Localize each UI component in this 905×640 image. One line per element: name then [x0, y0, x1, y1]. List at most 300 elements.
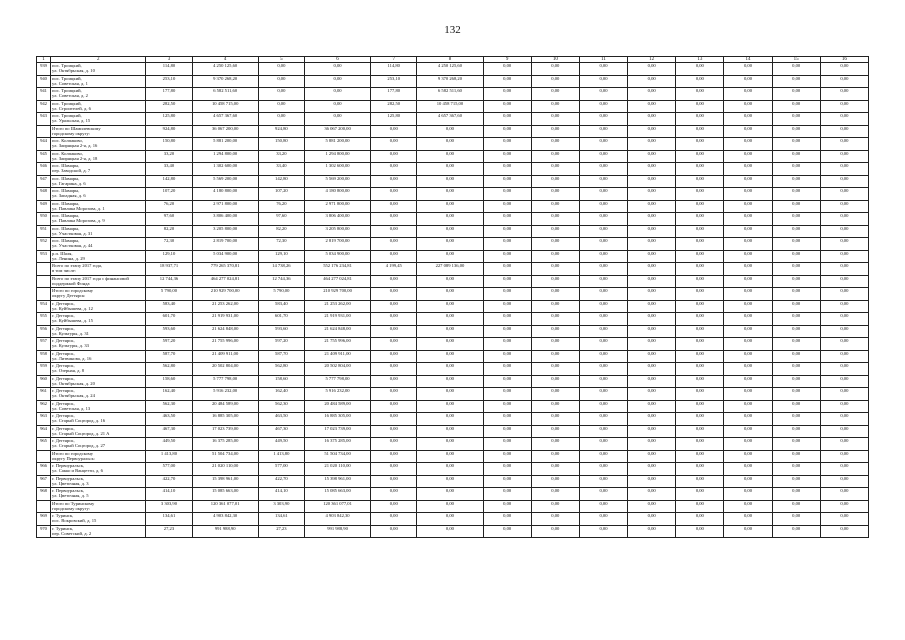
value-cell: 0,00 [676, 263, 724, 276]
value-cell: 0,00 [579, 138, 627, 151]
value-cell: 0,00 [772, 238, 820, 251]
value-cell: 0,00 [371, 300, 417, 313]
value-cell: 1 413,80 [146, 450, 192, 463]
value-cell: 4 903 842,30 [304, 513, 370, 526]
value-cell: 20 484 589,00 [192, 400, 258, 413]
subtotal-row [37, 263, 869, 276]
value-cell: 0,00 [676, 400, 724, 413]
value-cell: 0,00 [531, 150, 579, 163]
value-cell: 0,00 [676, 175, 724, 188]
value-cell: 0,00 [531, 325, 579, 338]
value-cell: 0,00 [371, 138, 417, 151]
value-cell: 21 253 262,00 [304, 300, 370, 313]
value-cell: 0,00 [579, 288, 627, 301]
value-cell: 0,00 [304, 63, 370, 76]
value-cell: 0,00 [483, 400, 531, 413]
value-cell: 0,00 [820, 313, 868, 326]
value-cell: 0,00 [258, 88, 304, 101]
value-cell: 0,00 [483, 113, 531, 126]
value-cell: 0,00 [676, 350, 724, 363]
value-cell: 1 294 800,00 [304, 150, 370, 163]
column-header: 13 [676, 57, 724, 63]
table-row [37, 63, 869, 76]
value-cell: 21 624 848,00 [304, 325, 370, 338]
value-cell: 991 988,90 [192, 525, 258, 538]
value-cell: 142,80 [258, 175, 304, 188]
value-cell: 0,00 [820, 288, 868, 301]
value-cell: 0,00 [820, 513, 868, 526]
table-row [37, 513, 869, 526]
value-cell: 0,00 [724, 363, 772, 376]
value-cell: 0,00 [417, 313, 483, 326]
value-cell: 0,00 [772, 525, 820, 538]
value-cell: 0,00 [483, 413, 531, 426]
value-cell: 0,00 [417, 213, 483, 226]
row-number-cell: 954 [37, 300, 51, 313]
address-cell: г. Дегтярск, ул. Старый Соцгород, д. 27 [51, 438, 146, 451]
value-cell: 0,00 [483, 463, 531, 476]
value-cell: 3 806 400,00 [192, 213, 258, 226]
value-cell: 0,00 [628, 113, 676, 126]
value-cell: 0,00 [628, 363, 676, 376]
value-cell: 0,00 [820, 375, 868, 388]
row-number-cell: 943 [37, 113, 51, 126]
value-cell: 0,00 [483, 163, 531, 176]
value-cell: 0,00 [417, 513, 483, 526]
value-cell: 3 303,90 [146, 500, 192, 513]
value-cell: 4 199,45 [371, 263, 417, 276]
value-cell: 134,61 [258, 513, 304, 526]
value-cell: 3 303,90 [258, 500, 304, 513]
value-cell: 0,00 [724, 175, 772, 188]
value-cell: 0,00 [676, 238, 724, 251]
value-cell: 0,00 [579, 150, 627, 163]
value-cell: 0,00 [304, 88, 370, 101]
value-cell: 0,00 [676, 288, 724, 301]
table-row [37, 238, 869, 251]
row-number-cell: 963 [37, 413, 51, 426]
value-cell: 467,30 [258, 425, 304, 438]
value-cell: 0,00 [417, 225, 483, 238]
value-cell: 0,00 [628, 150, 676, 163]
value-cell: 1 302 600,00 [192, 163, 258, 176]
value-cell: 0,00 [579, 450, 627, 463]
value-cell: 1 302 600,00 [304, 163, 370, 176]
value-cell: 0,00 [258, 100, 304, 113]
table-row [37, 363, 869, 376]
table-row [37, 375, 869, 388]
value-cell: 0,00 [417, 275, 483, 288]
value-cell: 0,00 [531, 463, 579, 476]
column-header: 4 [192, 57, 258, 63]
table-row [37, 225, 869, 238]
row-number-cell: 951 [37, 225, 51, 238]
value-cell: 0,00 [676, 375, 724, 388]
value-cell: 0,00 [371, 350, 417, 363]
value-cell: 21 624 848,00 [192, 325, 258, 338]
value-cell: 0,00 [724, 75, 772, 88]
value-cell: 0,00 [579, 250, 627, 263]
address-cell: Итого по Туринскому городскому округу: [51, 500, 146, 513]
table-row [37, 88, 869, 101]
value-cell: 0,00 [676, 213, 724, 226]
value-cell: 0,00 [724, 350, 772, 363]
value-cell: 33,20 [146, 150, 192, 163]
value-cell: 0,00 [417, 175, 483, 188]
value-cell: 0,00 [820, 263, 868, 276]
value-cell: 162,40 [146, 388, 192, 401]
value-cell: 36 067 200,00 [304, 125, 370, 138]
value-cell: 0,00 [371, 275, 417, 288]
value-cell: 0,00 [531, 88, 579, 101]
value-cell: 0,00 [772, 400, 820, 413]
table-row [37, 138, 869, 151]
value-cell: 0,00 [724, 275, 772, 288]
value-cell: 0,00 [531, 225, 579, 238]
value-cell: 5 881 200,00 [192, 138, 258, 151]
value-cell: 0,00 [772, 488, 820, 501]
row-number-cell: 940 [37, 75, 51, 88]
value-cell: 5 569 200,00 [304, 175, 370, 188]
table-row [37, 350, 869, 363]
value-cell: 0,00 [483, 500, 531, 513]
value-cell: 0,00 [483, 175, 531, 188]
value-cell: 414,10 [258, 488, 304, 501]
value-cell: 0,00 [417, 363, 483, 376]
value-cell: 0,00 [371, 338, 417, 351]
value-cell: 0,00 [628, 400, 676, 413]
row-number-cell [37, 500, 51, 513]
column-header: 5 [258, 57, 304, 63]
value-cell: 0,00 [417, 475, 483, 488]
value-cell: 0,00 [579, 388, 627, 401]
value-cell: 0,00 [820, 350, 868, 363]
value-cell: 4 657 367,60 [192, 113, 258, 126]
value-cell: 0,00 [417, 200, 483, 213]
value-cell: 0,00 [371, 363, 417, 376]
value-cell: 0,00 [628, 175, 676, 188]
value-cell: 0,00 [820, 113, 868, 126]
address-cell: г. Дегтярск, ул. Октябрьская, д. 24 [51, 388, 146, 401]
value-cell: 0,00 [531, 300, 579, 313]
value-cell: 0,00 [258, 113, 304, 126]
value-cell: 0,00 [724, 288, 772, 301]
value-cell: 9 370 268,20 [417, 75, 483, 88]
value-cell: 0,00 [676, 513, 724, 526]
value-cell: 0,00 [772, 125, 820, 138]
value-cell: 0,00 [820, 188, 868, 201]
row-number-cell [37, 288, 51, 301]
value-cell: 0,00 [579, 513, 627, 526]
value-cell: 0,00 [371, 450, 417, 463]
value-cell: 0,00 [483, 138, 531, 151]
value-cell: 0,00 [531, 238, 579, 251]
table-row [37, 313, 869, 326]
value-cell: 0,00 [820, 413, 868, 426]
value-cell: 0,00 [531, 188, 579, 201]
value-cell: 0,00 [724, 425, 772, 438]
value-cell: 0,00 [417, 238, 483, 251]
value-cell: 577,00 [146, 463, 192, 476]
value-cell: 0,00 [483, 488, 531, 501]
value-cell: 0,00 [258, 63, 304, 76]
value-cell: 0,00 [628, 213, 676, 226]
value-cell: 0,00 [483, 300, 531, 313]
value-cell: 0,00 [531, 63, 579, 76]
column-header: 2 [51, 57, 146, 63]
value-cell: 0,00 [483, 338, 531, 351]
value-cell: 0,00 [724, 338, 772, 351]
value-cell: 0,00 [483, 475, 531, 488]
value-cell: 0,00 [820, 150, 868, 163]
value-cell: 0,00 [579, 238, 627, 251]
value-cell: 15 398 961,00 [192, 475, 258, 488]
value-cell: 0,00 [772, 100, 820, 113]
value-cell: 0,00 [724, 238, 772, 251]
address-cell: пос. Шамары, ул. Участковая, д. 44 [51, 238, 146, 251]
value-cell: 0,00 [772, 250, 820, 263]
value-cell: 0,00 [772, 463, 820, 476]
address-cell: пос. Троицкий, ул. Советская, д. 1 [51, 75, 146, 88]
value-cell: 0,00 [628, 475, 676, 488]
table-row [37, 213, 869, 226]
value-cell: 0,00 [579, 413, 627, 426]
value-cell: 0,00 [724, 188, 772, 201]
value-cell: 158,60 [258, 375, 304, 388]
value-cell: 0,00 [417, 400, 483, 413]
value-cell: 593,60 [258, 325, 304, 338]
value-cell: 0,00 [724, 125, 772, 138]
value-cell: 0,00 [772, 300, 820, 313]
value-cell: 5 034 900,00 [192, 250, 258, 263]
value-cell: 463,50 [258, 413, 304, 426]
value-cell: 0,00 [579, 463, 627, 476]
value-cell: 0,00 [483, 425, 531, 438]
value-cell: 0,00 [417, 413, 483, 426]
value-cell: 422,70 [146, 475, 192, 488]
value-cell: 0,00 [483, 250, 531, 263]
value-cell: 0,00 [417, 350, 483, 363]
value-cell: 0,00 [724, 100, 772, 113]
value-cell: 5 569 200,00 [192, 175, 258, 188]
value-cell: 3 205 800,00 [304, 225, 370, 238]
value-cell: 0,00 [483, 213, 531, 226]
value-cell: 0,00 [772, 438, 820, 451]
address-cell: Всего по этапу 2017 года, в том числе: [51, 263, 146, 276]
value-cell: 0,00 [676, 425, 724, 438]
value-cell: 0,00 [371, 288, 417, 301]
value-cell: 414,10 [146, 488, 192, 501]
value-cell: 15 085 663,00 [304, 488, 370, 501]
value-cell: 0,00 [417, 488, 483, 501]
value-cell: 16 885 305,00 [192, 413, 258, 426]
value-cell: 0,00 [724, 400, 772, 413]
value-cell: 0,00 [628, 350, 676, 363]
value-cell: 0,00 [531, 75, 579, 88]
column-header: 8 [417, 57, 483, 63]
value-cell: 0,00 [417, 525, 483, 538]
table-row [37, 425, 869, 438]
value-cell: 12 744,36 [146, 275, 192, 288]
value-cell: 0,00 [676, 100, 724, 113]
value-cell: 27,23 [146, 525, 192, 538]
value-cell: 0,00 [772, 138, 820, 151]
value-cell: 16 375 285,00 [304, 438, 370, 451]
value-cell: 0,00 [417, 500, 483, 513]
row-number-cell: 970 [37, 525, 51, 538]
value-cell: 0,00 [676, 275, 724, 288]
value-cell: 0,00 [628, 300, 676, 313]
value-cell: 601,70 [258, 313, 304, 326]
column-header: 11 [579, 57, 627, 63]
value-cell: 0,00 [676, 225, 724, 238]
value-cell: 0,00 [483, 188, 531, 201]
value-cell: 0,00 [417, 125, 483, 138]
value-cell: 562,80 [258, 363, 304, 376]
table-row [37, 300, 869, 313]
column-header: 6 [304, 57, 370, 63]
value-cell: 6 582 511,60 [192, 88, 258, 101]
row-number-cell: 968 [37, 488, 51, 501]
value-cell: 4 250 125,60 [417, 63, 483, 76]
value-cell: 0,00 [579, 313, 627, 326]
value-cell: 72,30 [258, 238, 304, 251]
value-cell: 0,00 [772, 325, 820, 338]
value-cell: 0,00 [483, 450, 531, 463]
row-number-cell: 952 [37, 238, 51, 251]
value-cell: 97,60 [258, 213, 304, 226]
value-cell: 464 277 024,81 [192, 275, 258, 288]
table-row [37, 75, 869, 88]
value-cell: 142,80 [146, 175, 192, 188]
value-cell: 21 919 931,00 [192, 313, 258, 326]
address-cell: пос. Шамары, ул. Западная, д. 6 [51, 188, 146, 201]
value-cell: 0,00 [676, 88, 724, 101]
subtotal-row [37, 275, 869, 288]
value-cell: 0,00 [371, 463, 417, 476]
table-row [37, 200, 869, 213]
address-cell: г. Дегтярск, ул. Литвинова, д. 16 [51, 350, 146, 363]
value-cell: 0,00 [676, 463, 724, 476]
value-cell: 0,00 [772, 175, 820, 188]
table-row [37, 525, 869, 538]
value-cell: 0,00 [820, 500, 868, 513]
value-cell: 0,00 [724, 513, 772, 526]
table-row [37, 400, 869, 413]
value-cell: 0,00 [772, 388, 820, 401]
value-cell: 0,00 [371, 475, 417, 488]
value-cell: 114,80 [371, 63, 417, 76]
value-cell: 0,00 [724, 250, 772, 263]
value-cell: 0,00 [417, 300, 483, 313]
value-cell: 0,00 [676, 250, 724, 263]
value-cell: 0,00 [417, 438, 483, 451]
value-cell: 0,00 [628, 200, 676, 213]
address-cell: Всего по этапу 2017 года с финансовой поддержкой Фонда [51, 275, 146, 288]
value-cell: 82,20 [146, 225, 192, 238]
value-cell: 0,00 [579, 350, 627, 363]
value-cell: 991 988,90 [304, 525, 370, 538]
row-number-cell: 966 [37, 463, 51, 476]
row-number-cell: 959 [37, 363, 51, 376]
value-cell: 0,00 [724, 475, 772, 488]
value-cell: 597,20 [146, 338, 192, 351]
subtotal-row [37, 450, 869, 463]
value-cell: 0,00 [676, 325, 724, 338]
value-cell: 15 398 961,00 [304, 475, 370, 488]
value-cell: 0,00 [483, 263, 531, 276]
value-cell: 0,00 [724, 263, 772, 276]
value-cell: 449,50 [146, 438, 192, 451]
value-cell: 20 484 589,00 [304, 400, 370, 413]
column-header: 14 [724, 57, 772, 63]
value-cell: 177,80 [371, 88, 417, 101]
address-cell: пос. Шамары, ул. Участковая, д. 31 [51, 225, 146, 238]
value-cell: 6 582 511,60 [417, 88, 483, 101]
address-cell: г. Дегтярск, ул. Старый Соцгород, д. 16 [51, 413, 146, 426]
value-cell: 0,00 [531, 250, 579, 263]
value-cell: 0,00 [772, 288, 820, 301]
value-cell: 0,00 [371, 150, 417, 163]
value-cell: 0,00 [531, 450, 579, 463]
value-cell: 0,00 [772, 513, 820, 526]
value-cell: 162,40 [258, 388, 304, 401]
value-cell: 924,80 [146, 125, 192, 138]
value-cell: 27,23 [258, 525, 304, 538]
value-cell: 0,00 [628, 100, 676, 113]
value-cell: 16 885 305,00 [304, 413, 370, 426]
value-cell: 0,00 [417, 463, 483, 476]
value-cell: 0,00 [531, 350, 579, 363]
value-cell: 583,40 [258, 300, 304, 313]
row-number-cell: 944 [37, 138, 51, 151]
value-cell: 0,00 [483, 63, 531, 76]
value-cell: 0,00 [676, 363, 724, 376]
value-cell: 0,00 [579, 300, 627, 313]
value-cell: 0,00 [820, 325, 868, 338]
value-cell: 0,00 [531, 525, 579, 538]
value-cell: 0,00 [531, 263, 579, 276]
value-cell: 1 294 800,00 [192, 150, 258, 163]
column-header: 3 [146, 57, 192, 63]
value-cell: 0,00 [417, 163, 483, 176]
value-cell: 0,00 [628, 463, 676, 476]
value-cell: 0,00 [628, 425, 676, 438]
value-cell: 562,80 [146, 363, 192, 376]
value-cell: 107,20 [258, 188, 304, 201]
value-cell: 5 777 798,00 [304, 375, 370, 388]
value-cell: 0,00 [417, 375, 483, 388]
row-number-cell: 967 [37, 475, 51, 488]
value-cell: 0,00 [628, 313, 676, 326]
value-cell: 0,00 [724, 388, 772, 401]
address-cell: пос. Колпаково, ул. Заиряцкая 2-я, д. 18 [51, 150, 146, 163]
value-cell: 0,00 [628, 225, 676, 238]
value-cell: 51 504 734,00 [192, 450, 258, 463]
value-cell: 422,70 [258, 475, 304, 488]
row-number-cell: 946 [37, 163, 51, 176]
value-cell: 125,80 [146, 113, 192, 126]
value-cell: 0,00 [628, 388, 676, 401]
value-cell: 0,00 [579, 75, 627, 88]
value-cell: 0,00 [772, 213, 820, 226]
value-cell: 5 790,00 [146, 288, 192, 301]
value-cell: 0,00 [483, 288, 531, 301]
value-cell: 0,00 [628, 188, 676, 201]
value-cell: 0,00 [483, 100, 531, 113]
value-cell: 0,00 [676, 63, 724, 76]
value-cell: 0,00 [676, 475, 724, 488]
